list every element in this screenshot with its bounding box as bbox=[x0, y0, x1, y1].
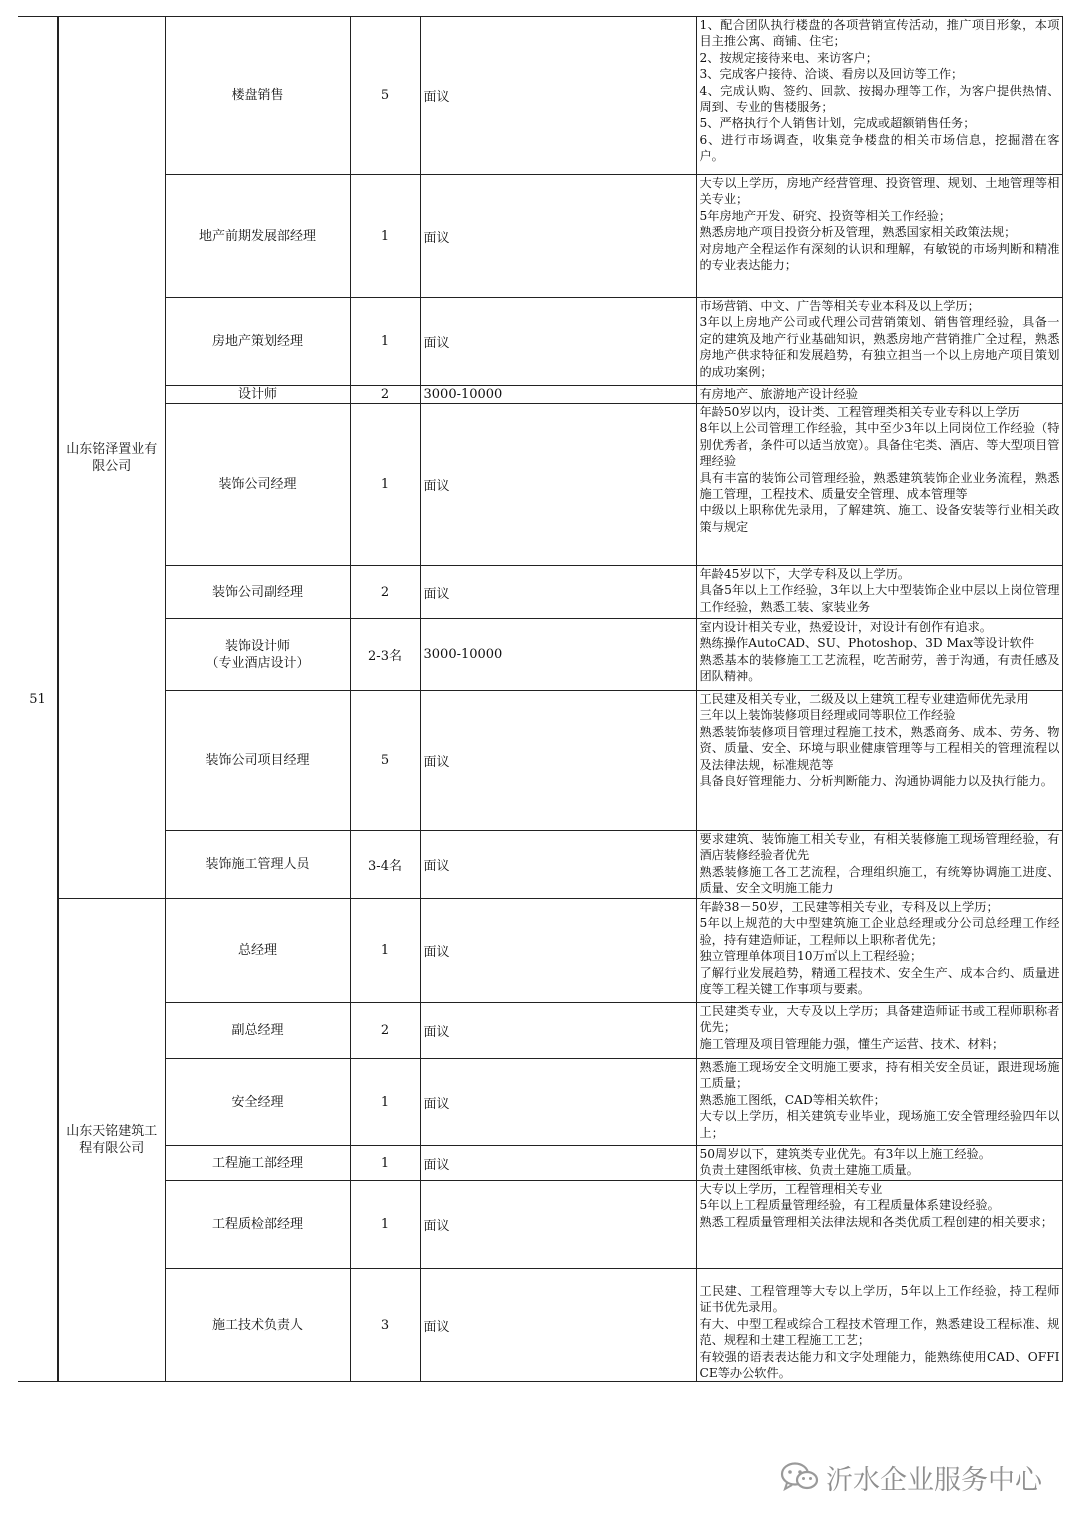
headcount-cell: 1 bbox=[350, 1146, 420, 1181]
requirement-line: 三年以上装饰装修项目经理或同等职位工作经验 bbox=[699, 708, 956, 723]
requirement-line: 6、进行市场调查，收集竞争楼盘的相关市场信息，挖掘潜在客户。 bbox=[699, 132, 1060, 164]
company-name-cell: 山东铭泽置业有限公司 bbox=[58, 17, 165, 899]
table-row bbox=[18, 566, 1062, 619]
position-title: 地产前期发展部经理 bbox=[198, 228, 316, 244]
headcount-cell: 5 bbox=[350, 17, 420, 175]
requirement-line: 独立管理单体项目10万㎡以上工程经验； bbox=[699, 949, 923, 964]
requirement-line: 5年以上规范的大中型建筑施工企业总经理或分公司总经理工作经验，持有建造师证，工程师以上职称者优先； bbox=[699, 916, 1060, 947]
requirement-line: 3年以上房地产公司或代理公司营销策划、销售管理经验，具备一定的建筑及地产行业基础知识，熟悉房地产营销推广全过程，熟悉房地产供求特征和发展趋势，有独立担当一个以上房地产项目策划的成功案例； bbox=[699, 315, 1060, 379]
requirement-line: 工民建、工程管理等大专以上学历，5年以上工作经验，持工程师证书优先录用。 bbox=[699, 1284, 1060, 1315]
position-title: 工程施工部经理 bbox=[211, 1155, 303, 1171]
salary-cell: 3000-10000 bbox=[420, 619, 696, 691]
requirement-line: 有大、中型工程或综合工程技术管理工作，熟悉建设工程标准、规范、规程和土建工程施工工艺； bbox=[699, 1316, 1060, 1348]
requirement-line: 年龄45岁以下，大学专科及以上学历。 bbox=[699, 567, 911, 581]
requirement-line: 熟悉施工现场安全文明施工要求，持有相关安全员证，跟进现场施工质量； bbox=[699, 1060, 1060, 1091]
requirements-cell bbox=[696, 1003, 1062, 1059]
salary-cell: 面议 bbox=[420, 691, 696, 831]
position-title: 设计师 bbox=[237, 387, 277, 402]
table-row bbox=[18, 1146, 1062, 1181]
table-row bbox=[18, 1269, 1062, 1382]
position-title: 总经理 bbox=[237, 943, 277, 958]
requirement-line: 具备良好管理能力、分析判断能力、沟通协调能力以及执行能力。 bbox=[699, 774, 1053, 789]
requirements-cell bbox=[696, 566, 1062, 619]
requirement-line: 大专以上学历，房地产经营管理、投资管理、规划、土地管理等相关专业； bbox=[699, 176, 1060, 207]
position-title-cell bbox=[165, 175, 350, 298]
position-title-cell bbox=[165, 404, 350, 566]
company-name-cell: 山东天铭建筑工程有限公司 bbox=[58, 899, 165, 1382]
position-title-cell bbox=[165, 1181, 350, 1269]
headcount-cell: 3 bbox=[350, 1269, 420, 1382]
table-row bbox=[18, 1003, 1062, 1059]
salary-cell: 面议 bbox=[420, 1181, 696, 1269]
position-title: 楼盘销售 bbox=[231, 88, 284, 103]
requirements-cell bbox=[696, 619, 1062, 691]
position-title-cell bbox=[165, 1269, 350, 1382]
requirement-line: 室内设计相关专业，热爱设计，对设计有创作有追求。 bbox=[699, 620, 992, 634]
position-title-cell bbox=[165, 619, 350, 691]
requirement-line: 有房地产、旅游地产设计经验 bbox=[699, 387, 858, 401]
position-title: 副总经理 bbox=[231, 1023, 284, 1038]
requirement-line: 有较强的语表表达能力和文字处理能力，能熟练使用CAD、OFFICE等办公软件。 bbox=[699, 1349, 1060, 1381]
salary-cell: 面议 bbox=[420, 1003, 696, 1059]
headcount-cell: 1 bbox=[350, 404, 420, 566]
position-title: 工程质检部经理 bbox=[211, 1217, 303, 1232]
requirements-cell bbox=[696, 1269, 1062, 1382]
table-row bbox=[18, 619, 1062, 691]
requirement-line: 50周岁以下，建筑类专业优先。有3年以上施工经验。 bbox=[699, 1147, 991, 1161]
requirements-cell bbox=[696, 298, 1062, 386]
requirement-line: 具备5年以上工作经验，3年以上大中型装饰企业中层以上岗位管理工作经验，熟悉工装、家装业务 bbox=[699, 583, 1060, 614]
position-title: 装饰设计师 bbox=[224, 638, 290, 654]
salary-cell: 面议 bbox=[420, 175, 696, 298]
requirement-line: 5、严格执行个人销售计划，完成或超额销售任务； bbox=[699, 116, 976, 131]
requirement-line: 要求建筑、装饰施工相关专业，有相关装修施工现场管理经验，有酒店装修经验者优先 bbox=[699, 832, 1060, 863]
requirements-cell bbox=[696, 831, 1062, 899]
headcount-cell: 1 bbox=[350, 1181, 420, 1269]
requirements-cell bbox=[696, 404, 1062, 566]
position-title: 房地产策划经理 bbox=[211, 334, 303, 349]
position-title-cell bbox=[165, 17, 350, 175]
salary-cell: 面议 bbox=[420, 404, 696, 566]
requirements-cell bbox=[696, 17, 1062, 175]
watermark-text: 沂水企业服务中心 bbox=[826, 1464, 1042, 1496]
salary-cell: 面议 bbox=[420, 298, 696, 386]
salary-cell: 面议 bbox=[420, 17, 696, 175]
table-row bbox=[18, 1059, 1062, 1146]
salary-cell: 面议 bbox=[420, 899, 696, 1003]
requirement-line: 施工管理及项目管理能力强，懂生产运营、技术、材料； bbox=[699, 1036, 1005, 1051]
recruitment-table-sheet bbox=[18, 16, 1062, 1382]
position-title-cell bbox=[165, 386, 350, 404]
position-subtitle: （专业酒店设计） bbox=[205, 655, 310, 671]
watermark bbox=[780, 1461, 1042, 1496]
requirement-line: 3、完成客户接待、洽谈、看房以及回访等工作； bbox=[699, 67, 964, 82]
table-row bbox=[18, 298, 1062, 386]
table-row bbox=[18, 899, 1062, 1003]
requirement-line: 5年房地产开发、研究、投资等相关工作经验； bbox=[699, 208, 952, 223]
requirement-line: 具有丰富的装饰公司管理经验，熟悉建筑装饰企业业务流程，熟悉施工管理，工程技术、质量安全管理、成本管理等 bbox=[699, 470, 1060, 502]
requirements-cell bbox=[696, 691, 1062, 831]
requirements-cell bbox=[696, 175, 1062, 298]
requirement-line: 中级以上职称优先录用，了解建筑、施工、设备安装等行业相关政策与规定 bbox=[699, 503, 1060, 534]
position-title: 装饰施工管理人员 bbox=[205, 857, 310, 872]
headcount-cell: 2 bbox=[350, 566, 420, 619]
requirement-line: 年龄38－50岁，工民建等相关专业，专科及以上学历； bbox=[699, 900, 999, 914]
row-number-cell: 51 bbox=[18, 17, 58, 1382]
position-title: 装饰公司副经理 bbox=[211, 584, 303, 600]
requirement-line: 熟悉工程质量管理相关法律法规和各类优质工程创建的相关要求； bbox=[699, 1214, 1053, 1229]
table-row bbox=[18, 831, 1062, 899]
position-title-cell bbox=[165, 691, 350, 831]
requirement-line: 负责土建图纸审核、负责土建施工质量。 bbox=[699, 1163, 919, 1178]
headcount-cell: 2 bbox=[350, 386, 420, 404]
position-title: 施工技术负责人 bbox=[211, 1317, 303, 1333]
requirement-line: 熟练操作AutoCAD、SU、Photoshop、3D Max等设计软件 bbox=[699, 636, 1035, 651]
position-title: 装饰公司经理 bbox=[218, 477, 297, 492]
table-row bbox=[18, 691, 1062, 831]
requirement-line: 熟悉房地产项目投资分析及管理，熟悉国家相关政策法规； bbox=[699, 225, 1017, 240]
requirement-line: 8年以上公司管理工作经验，其中至少3年以上同岗位工作经验（特别优秀者，条件可以适当放宽）。具备住宅类、酒店、等大型项目管理经验 bbox=[699, 421, 1060, 469]
requirement-line: 大专以上学历，工程管理相关专业 bbox=[699, 1182, 883, 1196]
requirement-line: 5年以上工程质量管理经验，有工程质量体系建设经验。 bbox=[699, 1198, 1000, 1213]
salary-cell: 面议 bbox=[420, 1146, 696, 1181]
position-title-cell bbox=[165, 1059, 350, 1146]
table-row bbox=[18, 175, 1062, 298]
requirement-line: 1、配合团队执行楼盘的各项营销宣传活动，推广项目形象，本项目主推公寓、商铺、住宅； bbox=[699, 18, 1060, 49]
headcount-cell: 1 bbox=[350, 899, 420, 1003]
table-row bbox=[18, 386, 1062, 404]
recruitment-table bbox=[18, 16, 1063, 1382]
headcount-cell: 1 bbox=[350, 298, 420, 386]
position-title-cell bbox=[165, 899, 350, 1003]
requirement-line: 年龄50岁以内，设计类、工程管理类相关专业专科以上学历 bbox=[699, 405, 1020, 419]
position-title-cell bbox=[165, 1003, 350, 1059]
headcount-cell: 3-4名 bbox=[350, 831, 420, 899]
requirement-line: 市场营销、中文、广告等相关专业本科及以上学历； bbox=[699, 299, 980, 313]
headcount-cell: 5 bbox=[350, 691, 420, 831]
salary-cell: 3000-10000 bbox=[420, 386, 696, 404]
headcount-cell: 2 bbox=[350, 1003, 420, 1059]
requirement-line: 熟悉基本的装修施工工艺流程，吃苦耐劳，善于沟通，有责任感及团队精神。 bbox=[699, 652, 1060, 684]
table-row bbox=[18, 17, 1062, 175]
table-row bbox=[18, 404, 1062, 566]
salary-cell: 面议 bbox=[420, 1059, 696, 1146]
position-title: 装饰公司项目经理 bbox=[205, 753, 310, 768]
requirement-line: 4、完成认购、签约、回款、按揭办理等工作，为客户提供热情、周到、专业的售楼服务； bbox=[699, 83, 1060, 115]
requirements-cell bbox=[696, 1181, 1062, 1269]
requirement-line: 2、按规定接待来电、来访客户； bbox=[699, 50, 878, 65]
position-title-cell bbox=[165, 566, 350, 619]
requirements-cell bbox=[696, 1146, 1062, 1181]
requirements-cell bbox=[696, 386, 1062, 404]
requirement-line: 熟悉施工图纸，CAD等相关软件； bbox=[699, 1092, 886, 1107]
salary-cell: 面议 bbox=[420, 1269, 696, 1382]
requirement-line: 熟悉装饰装修项目管理过程施工技术，熟悉商务、成本、劳务、物资、质量、安全、环境与职业健康管理等与工程相关的管理流程以及法律法规，标准规范等 bbox=[699, 724, 1060, 772]
position-title: 安全经理 bbox=[231, 1094, 284, 1110]
position-title-cell bbox=[165, 831, 350, 899]
requirements-cell bbox=[696, 1059, 1062, 1146]
salary-cell: 面议 bbox=[420, 831, 696, 899]
requirement-line: 工民建及相关专业，二级及以上建筑工程专业建造师优先录用 bbox=[699, 692, 1029, 706]
recruitment-table-body bbox=[18, 17, 1062, 1382]
table-row bbox=[18, 1181, 1062, 1269]
salary-cell: 面议 bbox=[420, 566, 696, 619]
requirement-line: 工民建类专业，大专及以上学历；具备建造师证书或工程师职称者优先； bbox=[699, 1004, 1060, 1035]
requirement-line: 了解行业发展趋势，精通工程技术、安全生产、成本合约、质量进度等工程关键工作事项与要素。 bbox=[699, 965, 1060, 997]
headcount-cell: 1 bbox=[350, 1059, 420, 1146]
position-title-cell bbox=[165, 1146, 350, 1181]
requirement-line: 大专以上学历，相关建筑专业毕业，现场施工安全管理经验四年以上； bbox=[699, 1109, 1060, 1140]
requirements-cell bbox=[696, 899, 1062, 1003]
position-title-cell bbox=[165, 298, 350, 386]
headcount-cell: 1 bbox=[350, 175, 420, 298]
wechat-logo-icon bbox=[780, 1461, 820, 1493]
headcount-cell: 2-3名 bbox=[350, 619, 420, 691]
requirement-line: 对房地产全程运作有深刻的认识和理解，有敏锐的市场判断和精准的专业表达能力； bbox=[699, 241, 1060, 273]
requirement-line: 熟悉装修施工各工艺流程，合理组织施工，有统筹协调施工进度、质量、安全文明施工能力 bbox=[699, 864, 1060, 896]
